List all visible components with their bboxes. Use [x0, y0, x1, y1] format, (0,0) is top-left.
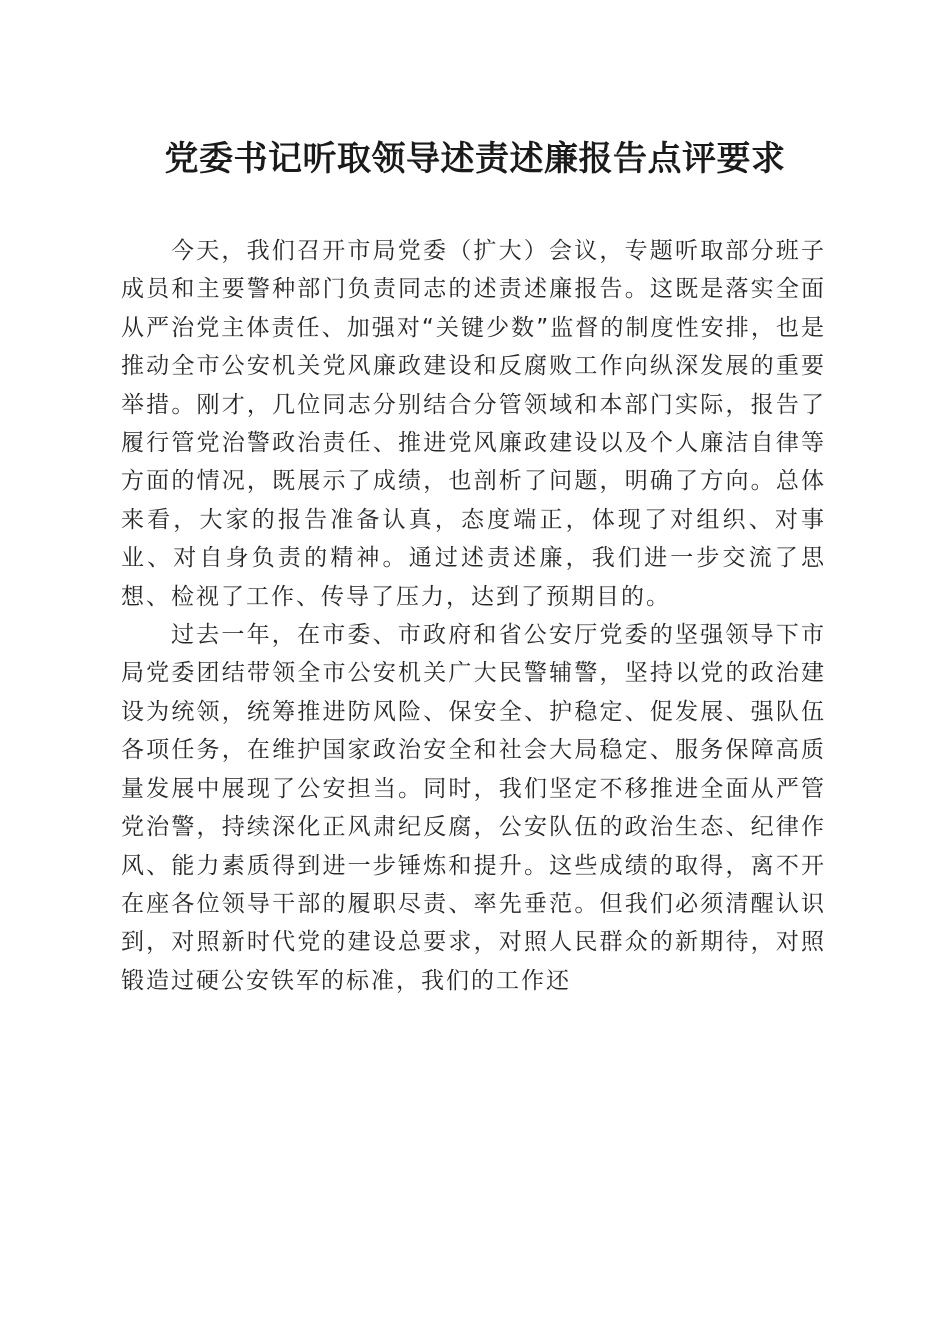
document-body [121, 232, 826, 1000]
paragraph-1: 今天，我们召开市局党委（扩大）会议，专题听取部分班子成员和主要警种部门负责同志的述责述廉报告。这既是落实全面从严治党主体责任、加强对“关键少数”监督的制度性安排，也是推动全市公安机关党风廉政建设和反腐败工作向纵深发展的重要举措。刚才，几位同志分别结合分管领域和本部门实际，报告了履行管党治警政治责任、推进党风廉政建设以及个人廉洁自律等方面的情况，既展示了成绩，也剖析了问题，明确了方向。总体来看，大家的报告准备认真，态度端正，体现了对组织、对事业、对自身负责的精神。通过述责述廉，我们进一步交流了思想、检视了工作、传导了压力，达到了预期目的。 [121, 238, 826, 610]
paragraph-2: 过去一年，在市委、市政府和省公安厅党委的坚强领导下市局党委团结带领全市公安机关广大民警辅警，坚持以党的政治建设为统领，统筹推进防风险、保安全、护稳定、促发展、强队伍各项任务，在维护国家政治安全和社会大局稳定、服务保障高质量发展中展现了公安担当。同时，我们坚定不移推进全面从严管党治警，持续深化正风肃纪反腐，公安队伍的政治生态、纪律作风、能力素质得到进一步锤炼和提升。这些成绩的取得，离不开在座各位领导干部的履职尽责、率先垂范。但我们必须清醒认识到，对照新时代党的建设总要求，对照人民群众的新期待，对照锻造过硬公安铁军的标准，我们的工作还 [121, 622, 826, 994]
document-title: 党委书记听取领导述责述廉报告点评要求 [164, 139, 786, 179]
